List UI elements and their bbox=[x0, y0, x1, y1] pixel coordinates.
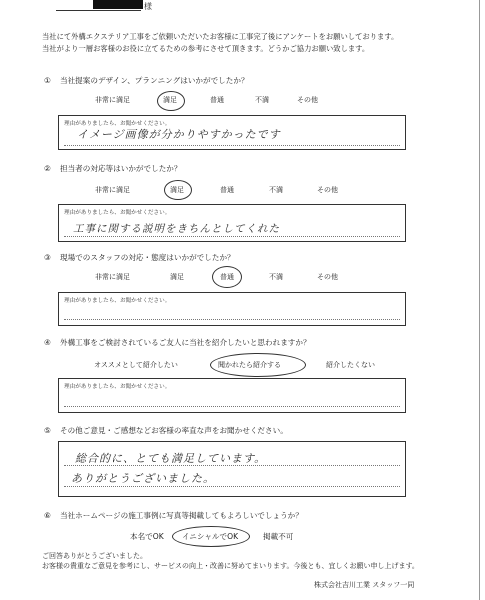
q5-writing-line-1 bbox=[64, 465, 400, 466]
q1-option-normal[interactable]: 普通 bbox=[210, 96, 224, 104]
q5-handwritten-line-1: 総合的に、とても満足しています。 bbox=[75, 452, 267, 465]
q3-writing-line bbox=[64, 319, 400, 320]
footer-thanks: ご回答ありがとうございました。 bbox=[42, 552, 147, 560]
footer-signature: 株式会社吉川工業 スタッフ一同 bbox=[314, 581, 415, 589]
q6-selected-circle bbox=[172, 526, 250, 547]
q2-reason-box[interactable] bbox=[58, 204, 406, 242]
q4-option-not-recommend[interactable]: 紹介したくない bbox=[326, 361, 375, 369]
q3-option-satisfied[interactable]: 満足 bbox=[170, 273, 184, 281]
q2-box-hint: 理由がありましたら、お聞かせください。 bbox=[64, 210, 171, 216]
q3-option-normal[interactable]: 普通 bbox=[220, 273, 234, 281]
intro-line-1: 当社にて外構エクステリア工事をご依頼いただいたお客様に工事完了後にアンケートをお願いしております。 bbox=[42, 32, 399, 41]
q1-option-very-satisfied[interactable]: 非常に満足 bbox=[95, 96, 130, 104]
q4-number: ④ bbox=[44, 338, 51, 347]
q3-number: ③ bbox=[44, 253, 51, 262]
redacted-name-block bbox=[93, 0, 143, 9]
q2-option-other[interactable]: その他 bbox=[317, 186, 338, 194]
q1-handwritten-answer: イメージ画像が分かりやすかったです bbox=[77, 128, 281, 141]
q4-reason-box[interactable] bbox=[58, 378, 406, 413]
q5-handwritten-line-2: ありがとうございました。 bbox=[71, 472, 215, 485]
honorific: 様 bbox=[144, 2, 152, 11]
q3-option-other[interactable]: その他 bbox=[317, 273, 338, 281]
q4-selected-circle bbox=[210, 353, 306, 377]
q4-option-recommend[interactable]: オススメとして紹介したい bbox=[94, 361, 178, 369]
q5-comment-box[interactable] bbox=[58, 441, 406, 497]
q3-option-very-satisfied[interactable]: 非常に満足 bbox=[95, 273, 130, 281]
q1-box-hint: 理由がありましたら、お聞かせください。 bbox=[64, 121, 171, 127]
q2-text: 担当者の対応等はいかがでしたか？ bbox=[60, 164, 182, 173]
q2-number: ② bbox=[44, 164, 51, 173]
q6-option-initials[interactable]: イニシャルでOK bbox=[182, 532, 239, 541]
q6-text: 当社ホームページの施工事例に写真等掲載してもよろしいでしょうか？ bbox=[60, 511, 303, 520]
q6-number: ⑥ bbox=[44, 511, 51, 520]
q2-option-very-satisfied[interactable]: 非常に満足 bbox=[95, 186, 130, 194]
q5-number: ⑤ bbox=[44, 426, 51, 435]
q1-option-dissatisfied[interactable]: 不満 bbox=[255, 96, 269, 104]
q4-box-hint: 理由がありましたら、お聞かせください。 bbox=[64, 384, 171, 390]
q2-option-normal[interactable]: 普通 bbox=[220, 186, 234, 194]
q1-text: 当社提案のデザイン、プランニングはいかがでしたか？ bbox=[60, 76, 249, 85]
q4-writing-line bbox=[64, 406, 400, 407]
footer-message: お客様の貴重なご意見を参考にし、サービスの向上・改善に努めてまいります。今後とも、宜しくお願い申し上げます。 bbox=[42, 562, 419, 570]
q1-writing-line bbox=[64, 145, 400, 146]
q3-text: 現場でのスタッフの対応・態度はいかがでしたか？ bbox=[60, 253, 235, 262]
q2-option-satisfied[interactable]: 満足 bbox=[170, 186, 184, 194]
q5-text: その他ご意見・ご感想などお客様の率直な声をお聞かせください。 bbox=[60, 426, 288, 435]
q1-option-other[interactable]: その他 bbox=[297, 96, 318, 104]
q5-writing-line-2 bbox=[64, 486, 400, 487]
page-edge bbox=[479, 0, 480, 600]
intro-line-2: 当社がより一層お客様のお役に立てるための参考にさせて頂きます。どうかご協力お願い致します。 bbox=[42, 44, 370, 53]
q1-selected-circle bbox=[157, 91, 185, 111]
q4-option-if-asked[interactable]: 聞かれたら紹介する bbox=[218, 361, 281, 369]
q2-option-dissatisfied[interactable]: 不満 bbox=[269, 186, 283, 194]
q1-reason-box[interactable] bbox=[58, 115, 406, 150]
q2-writing-line bbox=[64, 236, 400, 237]
q2-handwritten-answer: 工事に関する説明をきちんとしてくれた bbox=[73, 223, 280, 235]
q2-selected-circle bbox=[164, 180, 192, 200]
name-underline bbox=[56, 10, 141, 11]
q1-option-satisfied[interactable]: 満足 bbox=[163, 96, 177, 104]
q1-number: ① bbox=[44, 76, 51, 85]
q3-box-hint: 理由がありましたら、お聞かせください。 bbox=[64, 298, 171, 304]
q3-reason-box[interactable] bbox=[58, 292, 406, 326]
q3-option-dissatisfied[interactable]: 不満 bbox=[269, 273, 283, 281]
q6-option-no-publish[interactable]: 掲載不可 bbox=[263, 532, 294, 541]
q6-option-real-name[interactable]: 本名でOK bbox=[130, 532, 164, 541]
q4-text: 外構工事をご検討されているご友人に当社を紹介したいと思われますか？ bbox=[60, 338, 311, 347]
q3-selected-circle bbox=[212, 266, 242, 288]
